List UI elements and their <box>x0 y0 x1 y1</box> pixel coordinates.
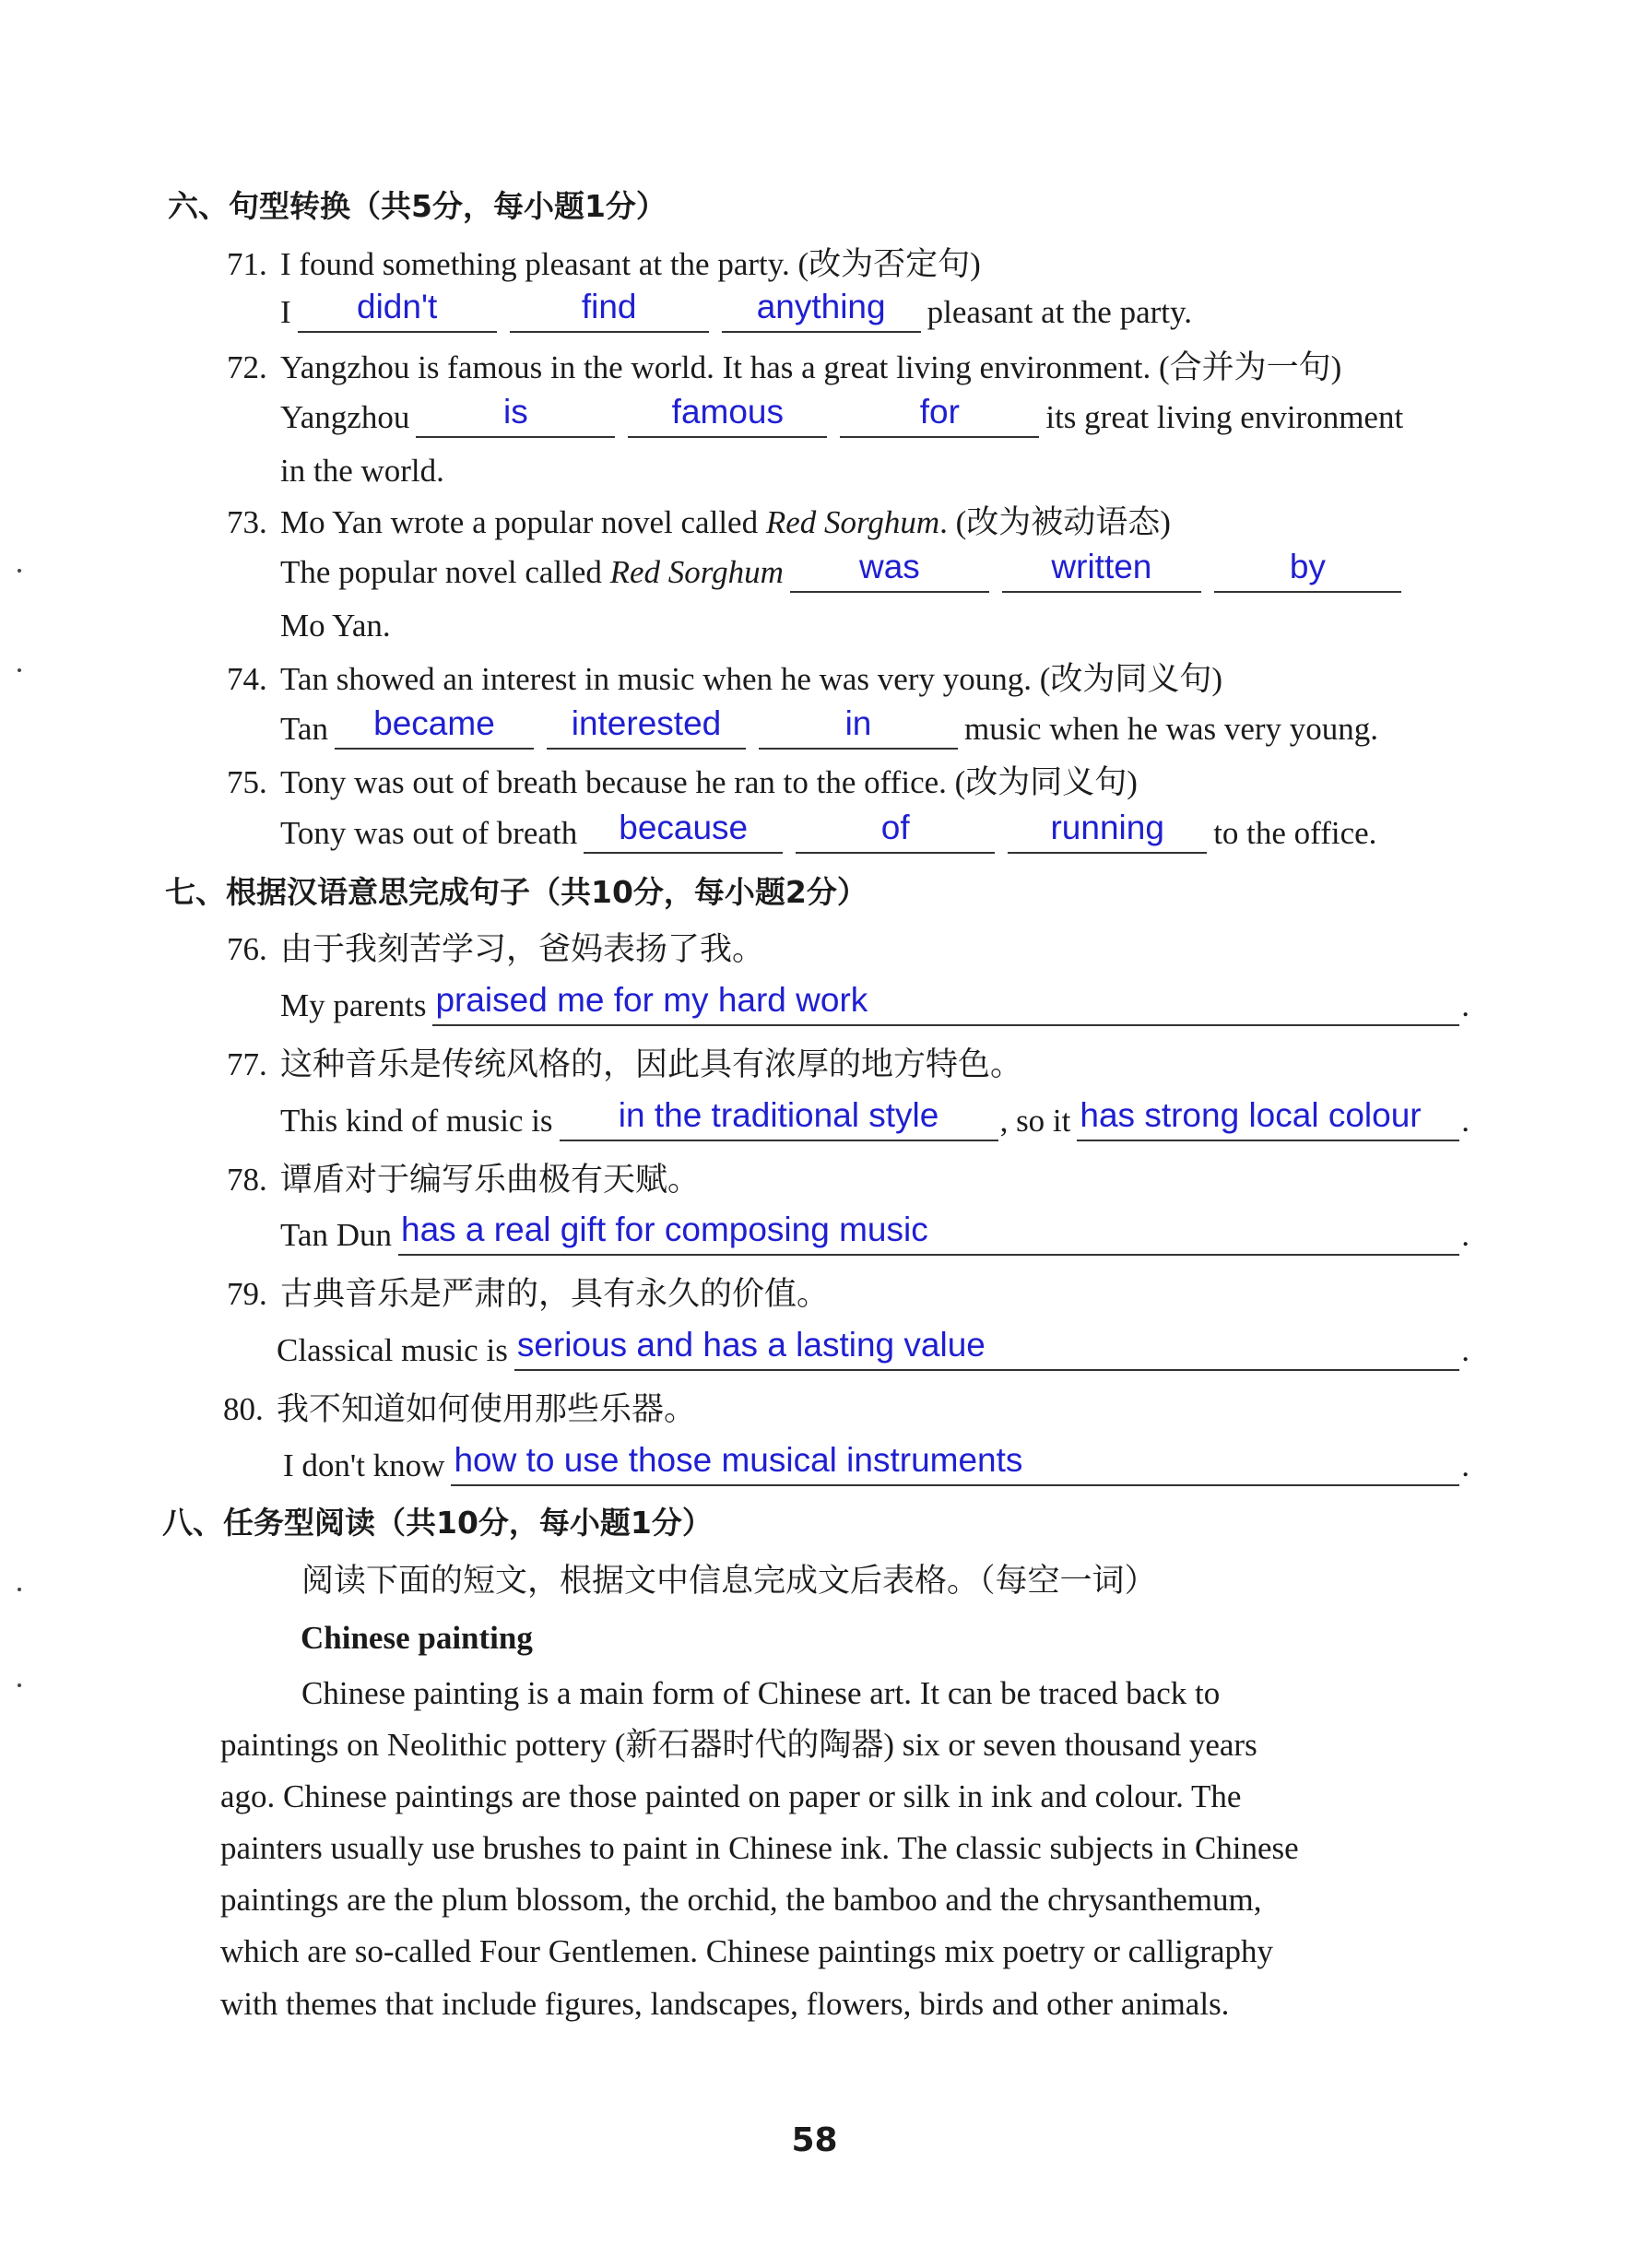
reading-instruction: 阅读下面的短文，根据文中信息完成文后表格。（每空一词） <box>301 1563 1157 1599</box>
question-number: 75. <box>227 764 267 800</box>
answer-text: written <box>1051 548 1152 586</box>
blank-2[interactable] <box>510 289 709 333</box>
prompt-text: I found something pleasant at the party. (改为否定句) <box>280 246 981 282</box>
blank-1[interactable] <box>416 394 615 438</box>
blank-1[interactable] <box>298 289 497 333</box>
question-79-prompt <box>227 1274 829 1315</box>
lead-text: Classical music is <box>277 1332 508 1368</box>
tail-text: pleasant at the party. <box>927 294 1192 330</box>
question-75-prompt <box>227 762 1138 803</box>
question-number: 77. <box>227 1046 267 1082</box>
lead-text: My parents <box>280 987 427 1023</box>
section-6-title: 六、句型转换（共5分，每小题1分） <box>168 188 667 224</box>
answer-text: famous <box>671 393 785 431</box>
lead-text: I <box>280 294 291 330</box>
question-number: 79. <box>227 1276 267 1312</box>
tail-text: . <box>1461 1332 1470 1368</box>
question-73-prompt <box>227 502 1171 543</box>
answer-text: didn't <box>357 288 438 326</box>
answer-text: for <box>919 393 960 431</box>
answer-text: is <box>502 393 528 431</box>
prompt-text: 谭盾对于编写乐曲极有天赋。 <box>280 1162 701 1198</box>
answer-text: serious and has a lasting value <box>516 1326 986 1364</box>
answer-line-71 <box>280 285 1192 333</box>
prompt-text: . (改为被动语态) <box>939 504 1171 540</box>
question-78-prompt <box>227 1160 700 1200</box>
blank-1[interactable] <box>560 1097 998 1141</box>
tail-text: its great living environment <box>1045 399 1404 435</box>
margin-dot <box>18 1683 21 1687</box>
prompt-text: Tan showed an interest in music when he was very young. (改为同义句) <box>280 661 1223 697</box>
lead-text-plain: The popular novel called <box>280 554 610 590</box>
answer-line-77 <box>280 1093 1470 1141</box>
blank-3[interactable] <box>1214 549 1401 593</box>
lead-text: Tony was out of breath <box>280 815 578 851</box>
page-number: 58 <box>791 2121 838 2159</box>
question-74-prompt <box>227 659 1222 700</box>
passage-line: which are so-called Four Gentlemen. Chinese paintings mix poetry or calligraphy <box>220 1933 1274 1969</box>
blank-2[interactable] <box>1002 549 1201 593</box>
prompt-text: 我不知道如何使用那些乐器。 <box>277 1391 697 1427</box>
blank-1[interactable] <box>790 549 989 593</box>
answer-text: find <box>581 288 637 326</box>
lead-text: Tan <box>280 711 328 747</box>
answer-line-79 <box>277 1323 1470 1371</box>
question-77-prompt <box>227 1045 1022 1085</box>
section-8-title: 八、任务型阅读（共10分，每小题1分） <box>162 1505 713 1541</box>
answer-text: has strong local colour <box>1080 1096 1422 1135</box>
lead-text: This kind of music is <box>280 1103 553 1139</box>
margin-dot <box>18 668 21 672</box>
answer-line-80 <box>283 1438 1470 1486</box>
lead-text: Yangzhou <box>280 399 410 435</box>
margin-dot <box>18 569 21 573</box>
tail-text: . <box>1461 987 1470 1023</box>
question-number: 78. <box>227 1162 267 1198</box>
blank-1[interactable] <box>335 705 534 750</box>
question-80-prompt <box>223 1389 696 1430</box>
lead-text: Tan Dun <box>280 1217 392 1253</box>
tail-text: to the office. <box>1213 815 1377 851</box>
tail-text: music when he was very young. <box>963 711 1379 747</box>
novel-title: Red Sorghum <box>765 504 940 540</box>
answer-text: anything <box>756 288 886 326</box>
blank[interactable] <box>451 1442 1459 1486</box>
answer-text: because <box>619 809 749 847</box>
passage-line: ago. Chinese paintings are those painted on paper or silk in ink and colour. The <box>220 1778 1242 1814</box>
tail-text: . <box>1461 1447 1470 1483</box>
question-76-prompt <box>227 929 764 970</box>
blank[interactable] <box>432 982 1459 1026</box>
prompt-text: Mo Yan wrote a popular novel called <box>280 504 766 540</box>
blank-2[interactable] <box>628 394 827 438</box>
blank-3[interactable] <box>840 394 1039 438</box>
blank-2[interactable] <box>1077 1097 1459 1141</box>
lead-text: I don't know <box>283 1447 445 1483</box>
passage-line: painters usually use brushes to paint in Chinese ink. The classic subjects in Chinese <box>220 1830 1299 1866</box>
margin-dot <box>18 1588 21 1591</box>
blank-2[interactable] <box>547 705 746 750</box>
section-7-title: 七、根据汉语意思完成句子（共10分，每小题2分） <box>165 874 868 910</box>
answer-line-73 <box>280 545 1408 593</box>
novel-title: Red Sorghum <box>609 554 784 590</box>
passage-line: paintings on Neolithic pottery (新石器时代的陶器) six or seven thousand years <box>220 1727 1257 1763</box>
blank-3[interactable] <box>1008 809 1207 854</box>
answer-line-76 <box>280 978 1470 1026</box>
answer-text: of <box>880 809 910 847</box>
blank-2[interactable] <box>796 809 995 854</box>
question-number: 71. <box>227 246 267 282</box>
question-number: 76. <box>227 931 267 967</box>
mid-text: , so it <box>999 1103 1071 1139</box>
answer-text: how to use those musical instruments <box>454 1441 1023 1480</box>
blank-1[interactable] <box>584 809 783 854</box>
blank-3[interactable] <box>759 705 958 750</box>
question-number: 73. <box>227 504 267 540</box>
answer-line-74 <box>280 702 1378 750</box>
answer-line-78 <box>280 1208 1470 1256</box>
answer-text: interested <box>571 704 722 743</box>
prompt-text: 古典音乐是严肃的，具有永久的价值。 <box>280 1276 830 1312</box>
tail-text: . <box>1461 1217 1470 1253</box>
answer-text: became <box>373 704 495 743</box>
continuation-text: Mo Yan. <box>280 608 391 644</box>
answer-text: has a real gift for composing music <box>401 1211 928 1249</box>
answer-text: in the traditional style <box>618 1096 939 1135</box>
passage-line: paintings are the plum blossom, the orchid, the bamboo and the chrysanthemum, <box>220 1882 1262 1918</box>
answer-text: running <box>1050 809 1164 847</box>
question-number: 80. <box>223 1391 264 1427</box>
prompt-text: Yangzhou is famous in the world. It has a great living environment. (合并为一句) <box>280 349 1342 385</box>
prompt-text: Tony was out of breath because he ran to the office. (改为同义句) <box>280 764 1138 800</box>
question-72-prompt <box>227 348 1341 388</box>
answer-text: was <box>859 548 920 586</box>
question-71-prompt <box>227 244 981 285</box>
tail-text: . <box>1461 1103 1470 1139</box>
passage-title: Chinese painting <box>301 1620 533 1656</box>
continuation-text: in the world. <box>280 453 444 489</box>
prompt-text: 这种音乐是传统风格的，因此具有浓厚的地方特色。 <box>280 1046 1023 1082</box>
question-number: 74. <box>227 661 267 697</box>
passage-line: Chinese painting is a main form of Chinese art. It can be traced back to <box>301 1675 1221 1711</box>
answer-line-75 <box>280 806 1376 854</box>
prompt-text: 由于我刻苦学习，爸妈表扬了我。 <box>280 931 765 967</box>
question-number: 72. <box>227 349 267 385</box>
blank-3[interactable] <box>722 289 921 333</box>
lead-text <box>280 552 784 593</box>
answer-text: praised me for my hard work <box>435 981 868 1020</box>
answer-line-72 <box>280 390 1403 438</box>
answer-text: in <box>844 704 872 743</box>
answer-text: by <box>1289 548 1326 586</box>
blank[interactable] <box>398 1211 1459 1256</box>
passage-line: with themes that include figures, landscapes, flowers, birds and other animals. <box>220 1986 1230 2022</box>
blank[interactable] <box>514 1327 1459 1371</box>
